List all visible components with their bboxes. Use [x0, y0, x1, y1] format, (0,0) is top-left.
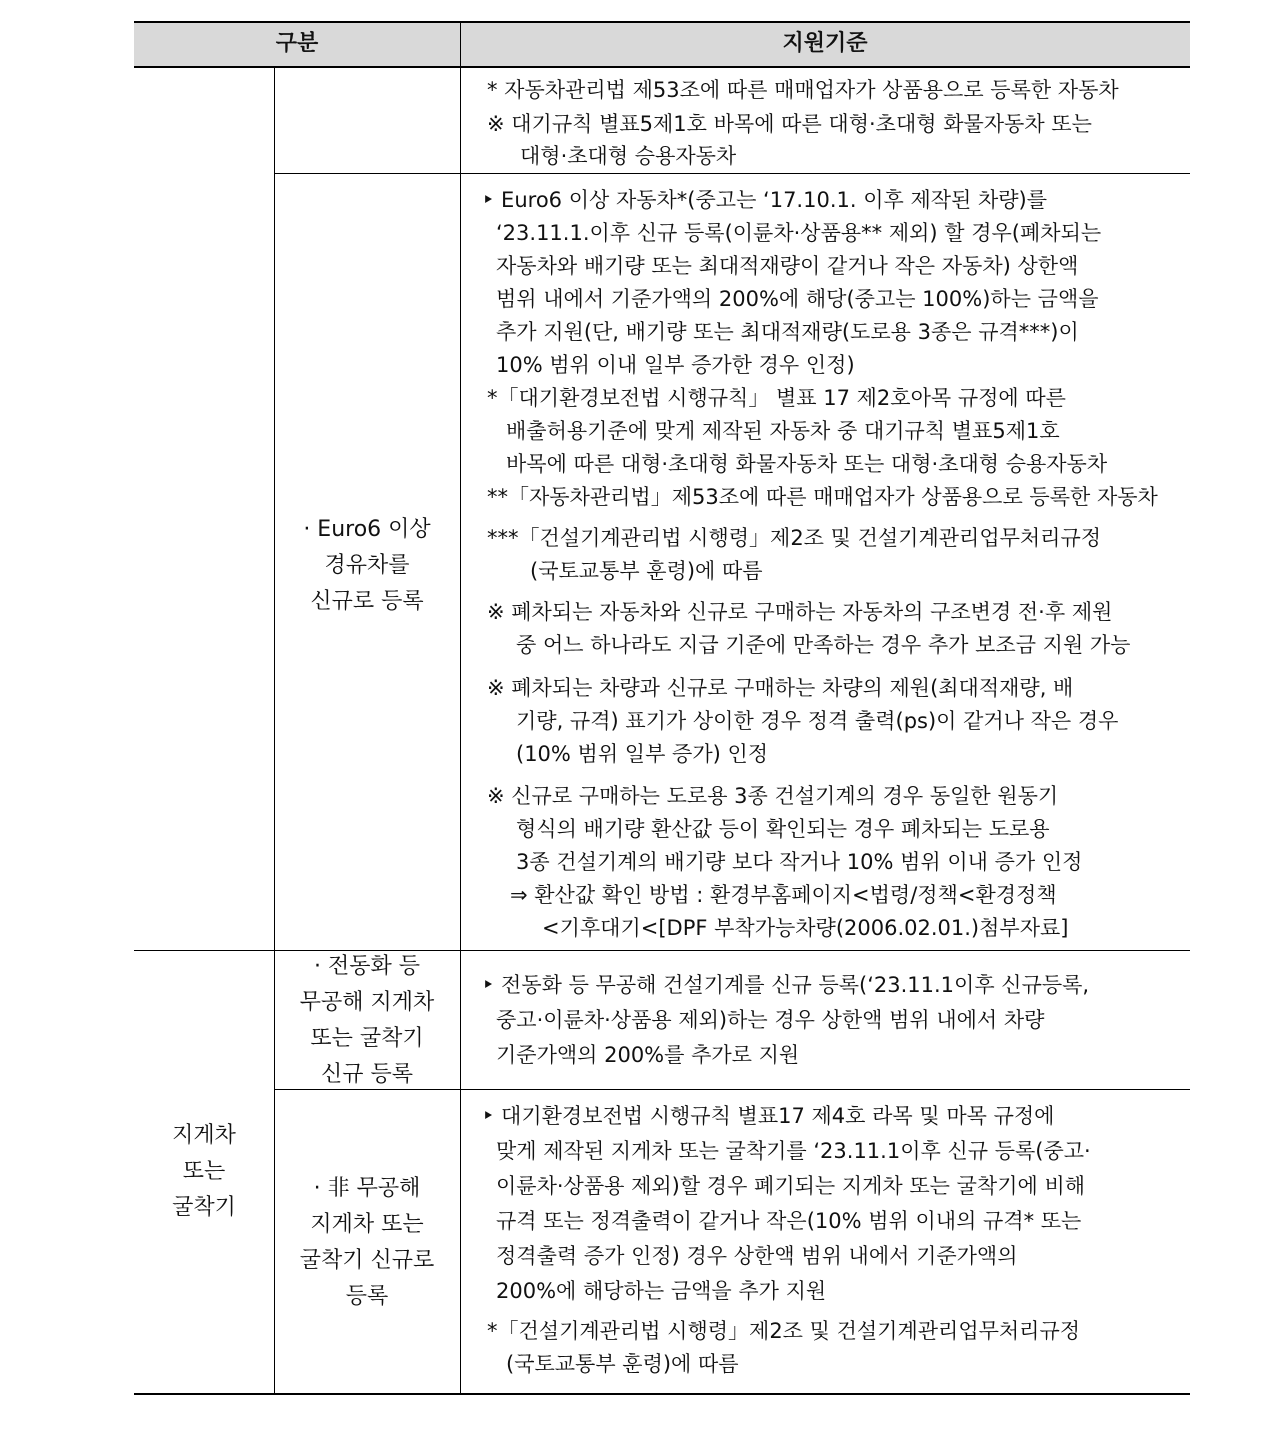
bottom-rule — [134, 1393, 1190, 1395]
text-line: 중고·이륜차·상품용 제외)하는 경우 상한액 범위 내에서 차량 — [496, 1008, 1045, 1032]
text-line: ‣ 대기환경보전법 시행규칙 별표17 제4호 라목 및 마목 규정에 — [482, 1104, 1055, 1128]
text-line: ‘23.11.1.이후 신규 등록(이륜차·상품용** 제외) 할 경우(폐차되는 — [496, 221, 1102, 245]
text-line: 자동차와 배기량 또는 최대적재량이 같거나 작은 자동차) 상한액 — [496, 254, 1079, 278]
text-line: **「자동차관리법」제53조에 따른 매매업자가 상품용으로 등록한 자동차 — [487, 485, 1158, 509]
text-line: ***「건설기계관리법 시행령」제2조 및 건설기계관리업무처리규정 — [487, 526, 1102, 550]
text-line: 기준가액의 200%를 추가로 지원 — [496, 1043, 800, 1067]
text-line: 3종 건설기계의 배기량 보다 작거나 10% 범위 이내 증가 인정 — [516, 850, 1083, 874]
category-forklift-excavator: 지게차 또는 굴착기 — [172, 1123, 236, 1220]
row-divider — [274, 173, 1190, 174]
subcategory-zero-emission: · 전동화 등 무공해 지게차 또는 굴착기 신규 등록 — [299, 954, 435, 1087]
header-rule — [134, 66, 1190, 68]
text-line: 이륜차·상품용 제외)할 경우 폐기되는 지게차 또는 굴착기에 비해 — [496, 1174, 1086, 1198]
text-line: 200%에 해당하는 금액을 추가 지원 — [496, 1279, 827, 1303]
text-line: 맞게 제작된 지게차 또는 굴착기를 ‘23.11.1이후 신규 등록(중고· — [496, 1139, 1091, 1163]
text-line: * 자동차관리법 제53조에 따른 매매업자가 상품용으로 등록한 자동차 — [487, 78, 1119, 102]
table-header — [134, 22, 1190, 66]
text-line: 배출허용기준에 맞게 제작된 자동차 중 대기규칙 별표5제1호 — [506, 419, 1060, 443]
text-line: 10% 범위 이내 일부 증가한 경우 인정) — [496, 353, 855, 377]
column-divider — [460, 21, 461, 1394]
header-criteria: 지원기준 — [782, 31, 868, 56]
text-line: 기량, 규격) 표기가 상이한 경우 정격 출력(ps)이 같거나 작은 경우 — [516, 709, 1119, 733]
header-category: 구분 — [275, 31, 319, 56]
text-line: 중 어느 하나라도 지급 기준에 만족하는 경우 추가 보조금 지원 가능 — [516, 633, 1131, 657]
text-line: (국토교통부 훈령)에 따름 — [530, 559, 763, 583]
text-line: ※ 신규로 구매하는 도로용 3종 건설기계의 경우 동일한 원동기 — [487, 784, 1059, 808]
text-line: 규격 또는 정격출력이 같거나 작은(10% 범위 이내의 규격* 또는 — [496, 1209, 1082, 1233]
support-criteria-table — [134, 21, 1190, 1395]
text-line: ‣ Euro6 이상 자동차*(중고는 ‘17.10.1. 이후 제작된 차량)를 — [482, 188, 1048, 212]
text-line: ⇒ 환산값 확인 방법 : 환경부홈페이지<법령/정책<환경정책 — [510, 883, 1057, 907]
text-line: <기후대기<[DPF 부착가능차량(2006.02.01.)첨부자료] — [542, 916, 1069, 940]
text-line: 대형·초대형 승용자동차 — [520, 144, 737, 168]
subcategory-euro6: · Euro6 이상 경유차를 신규로 등록 — [303, 517, 431, 614]
text-line: ※ 폐차되는 차량과 신규로 구매하는 차량의 제원(최대적재량, 배 — [487, 676, 1074, 700]
text-line: ‣ 전동화 등 무공해 건설기계를 신규 등록(‘23.11.1이후 신규등록, — [482, 973, 1090, 997]
text-line: *「대기환경보전법 시행규칙」 별표 17 제2호아목 규정에 따른 — [487, 386, 1066, 410]
text-line: 바목에 따른 대형·초대형 화물자동차 또는 대형·초대형 승용자동차 — [506, 452, 1108, 476]
text-line: ※ 대기규칙 별표5제1호 바목에 따른 대형·초대형 화물자동차 또는 — [487, 112, 1092, 136]
text-line: (10% 범위 일부 증가) 인정 — [516, 742, 769, 766]
top-rule — [134, 21, 1190, 23]
text-line: 추가 지원(단, 배기량 또는 최대적재량(도로용 3종은 규격***)이 — [496, 320, 1079, 344]
text-line: 형식의 배기량 환산값 등이 확인되는 경우 폐차되는 도로용 — [516, 817, 1050, 841]
text-line: ※ 폐차되는 자동차와 신규로 구매하는 자동차의 구조변경 전·후 제원 — [487, 600, 1113, 624]
text-line: 범위 내에서 기준가액의 200%에 해당(중고는 100%)하는 금액을 — [496, 287, 1099, 311]
text-line: (국토교통부 훈령)에 따름 — [506, 1352, 739, 1376]
text-line: 정격출력 증가 인정) 경우 상한액 범위 내에서 기준가액의 — [496, 1244, 1018, 1268]
subcategory-non-zero-emission: · 非 무공해 지게차 또는 굴착기 신규로 등록 — [299, 1176, 435, 1309]
text-line: *「건설기계관리법 시행령」제2조 및 건설기계관리업무처리규정 — [487, 1319, 1081, 1343]
